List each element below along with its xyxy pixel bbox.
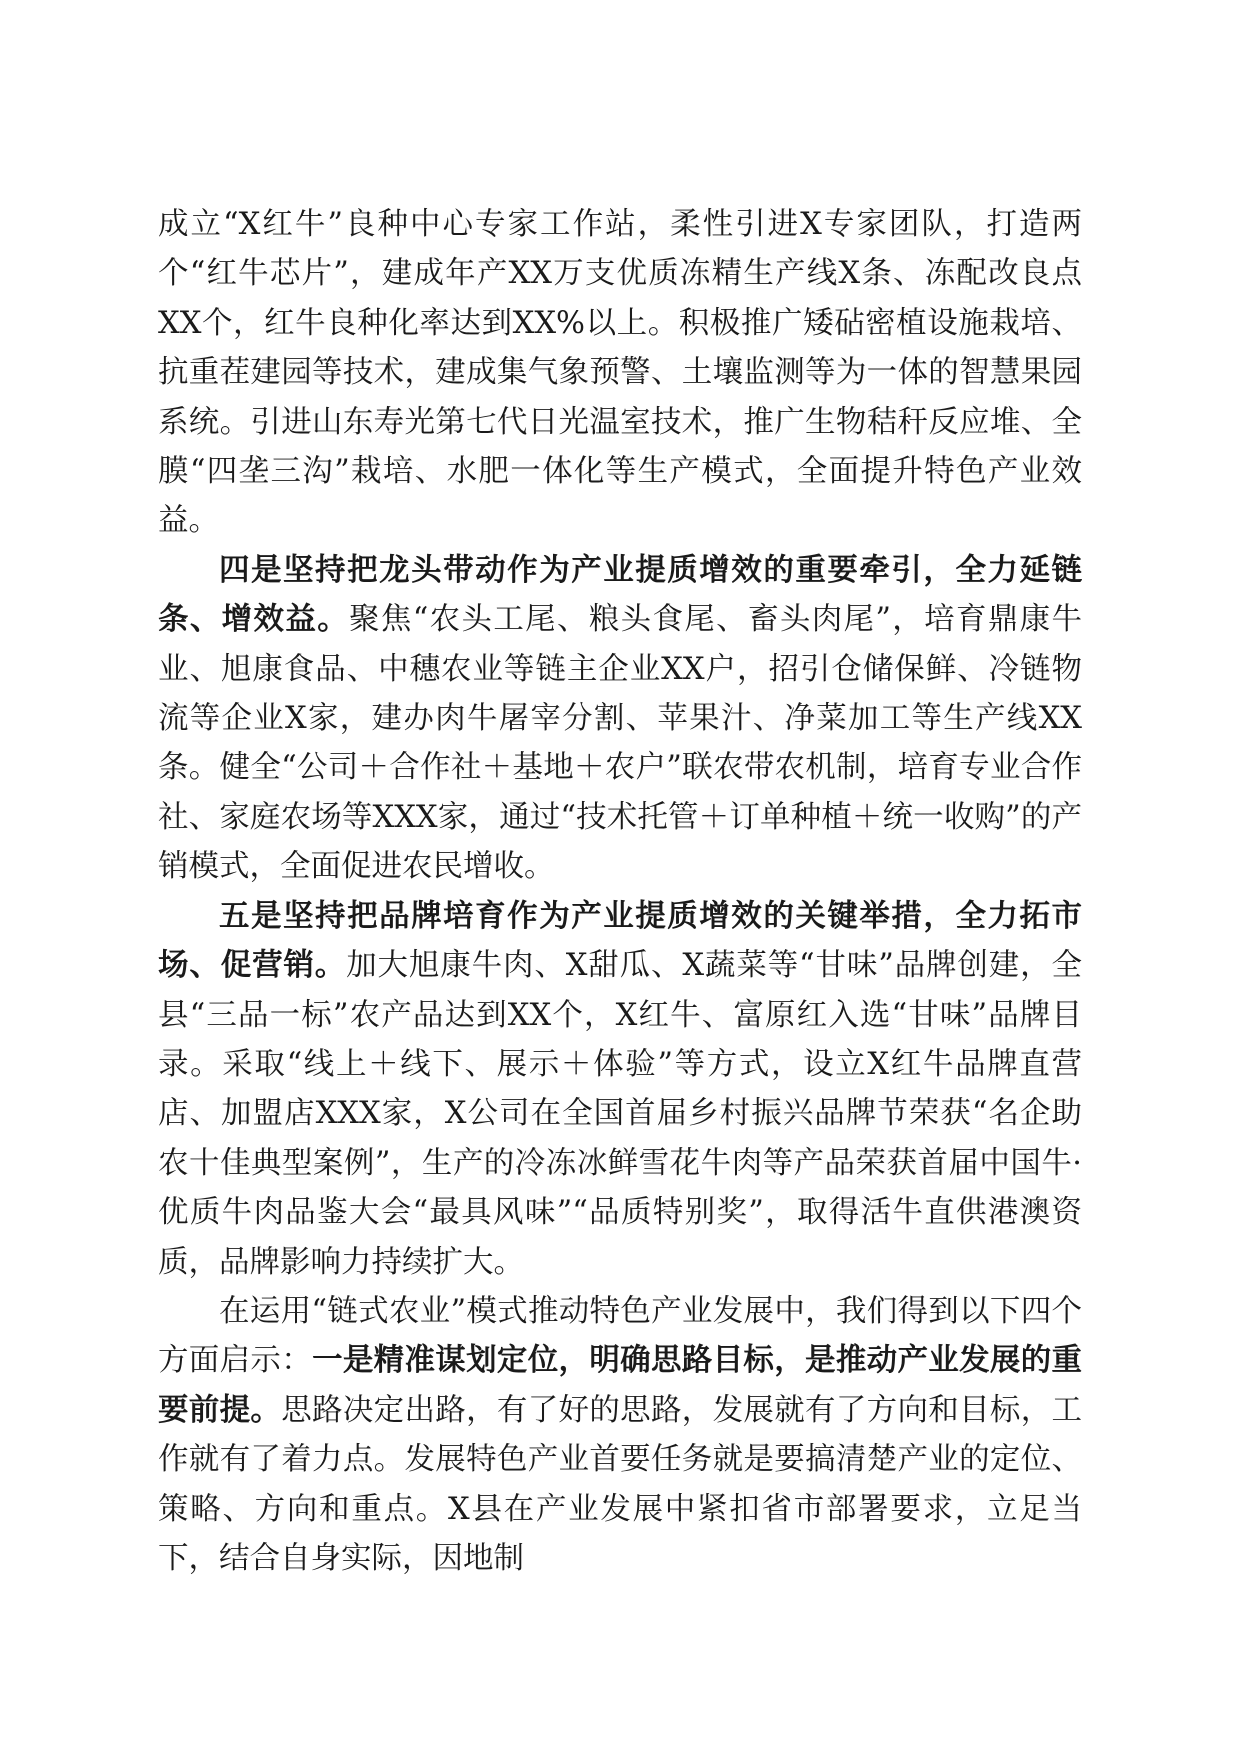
- paragraph-1-text: 成立“X红牛”良种中心专家工作站，柔性引进X专家团队，打造两个“红牛芯片”，建成年产XX万支优质冻精生产线X条、冻配改良点XX个，红牛良种化率达到XX%以上。积极推广矮砧密植设施栽培、抗重茬建园等技术，建成集气象预警、土壤监测等为一体的智慧果园系统。引进山东寿光第七代日光温室技术，推广生物秸秆反应堆、全膜“四垄三沟”栽培、水肥一体化等生产模式，全面提升特色产业效益。: [158, 207, 1082, 539]
- paragraph-4-intro: 在运用“链式农业”模式推动特色产业发展中，我们得到以下四个方面启示：: [158, 1293, 1082, 1379]
- paragraph-4-heading: 一是精准谋划定位，明确思路目标，是推动产业发展的重要前提。: [158, 1342, 1083, 1428]
- paragraph-3-body: 加大旭康牛肉、X甜瓜、X蔬菜等“甘味”品牌创建，全县“三品一标”农产品达到XX个，X红牛、富原红入选“甘味”品牌目录。采取“线上＋线下、展示＋体验”等方式，设立X红牛品牌直营店、加盟店XXX家，X公司在全国首届乡村振兴品牌节荣获“名企助农十佳典型案例”，生产的冷冻冰鲜雪花牛肉等产品荣获首届中国牛·优质牛肉品鉴大会“最具风味”“品质特别奖”，取得活牛直供港澳资质，品牌影响力持续扩大。: [158, 948, 1082, 1280]
- paragraph-2: [158, 546, 1082, 892]
- document-page: [158, 200, 1082, 1583]
- paragraph-4-body: 思路决定出路，有了好的思路，发展就有了方向和目标，工作就有了着力点。发展特色产业首要任务就是要搞清楚产业的定位、策略、方向和重点。X县在产业发展中紧扣省市部署要求，立足当下，结合自身实际，因地制: [158, 1392, 1083, 1576]
- paragraph-4: [158, 1287, 1082, 1583]
- paragraph-3-heading: 五是坚持把品牌培育作为产业提质增效的关键举措，全力拓市场、促营销。: [158, 898, 1082, 984]
- paragraph-3: [158, 892, 1082, 1287]
- paragraph-1: [158, 200, 1082, 546]
- paragraph-2-heading: 四是坚持把龙头带动作为产业提质增效的重要牵引，全力延链条、增效益。: [158, 552, 1082, 638]
- paragraph-2-body: 聚焦“农头工尾、粮头食尾、畜头肉尾”，培育鼎康牛业、旭康食品、中穗农业等链主企业XX户，招引仓储保鲜、冷链物流等企业X家，建办肉牛屠宰分割、苹果汁、净菜加工等生产线XX条。健全“公司＋合作社＋基地＋农户”联农带农机制，培育专业合作社、家庭农场等XXX家，通过“技术托管＋订单种植＋统一收购”的产销模式，全面促进农民增收。: [158, 602, 1082, 885]
